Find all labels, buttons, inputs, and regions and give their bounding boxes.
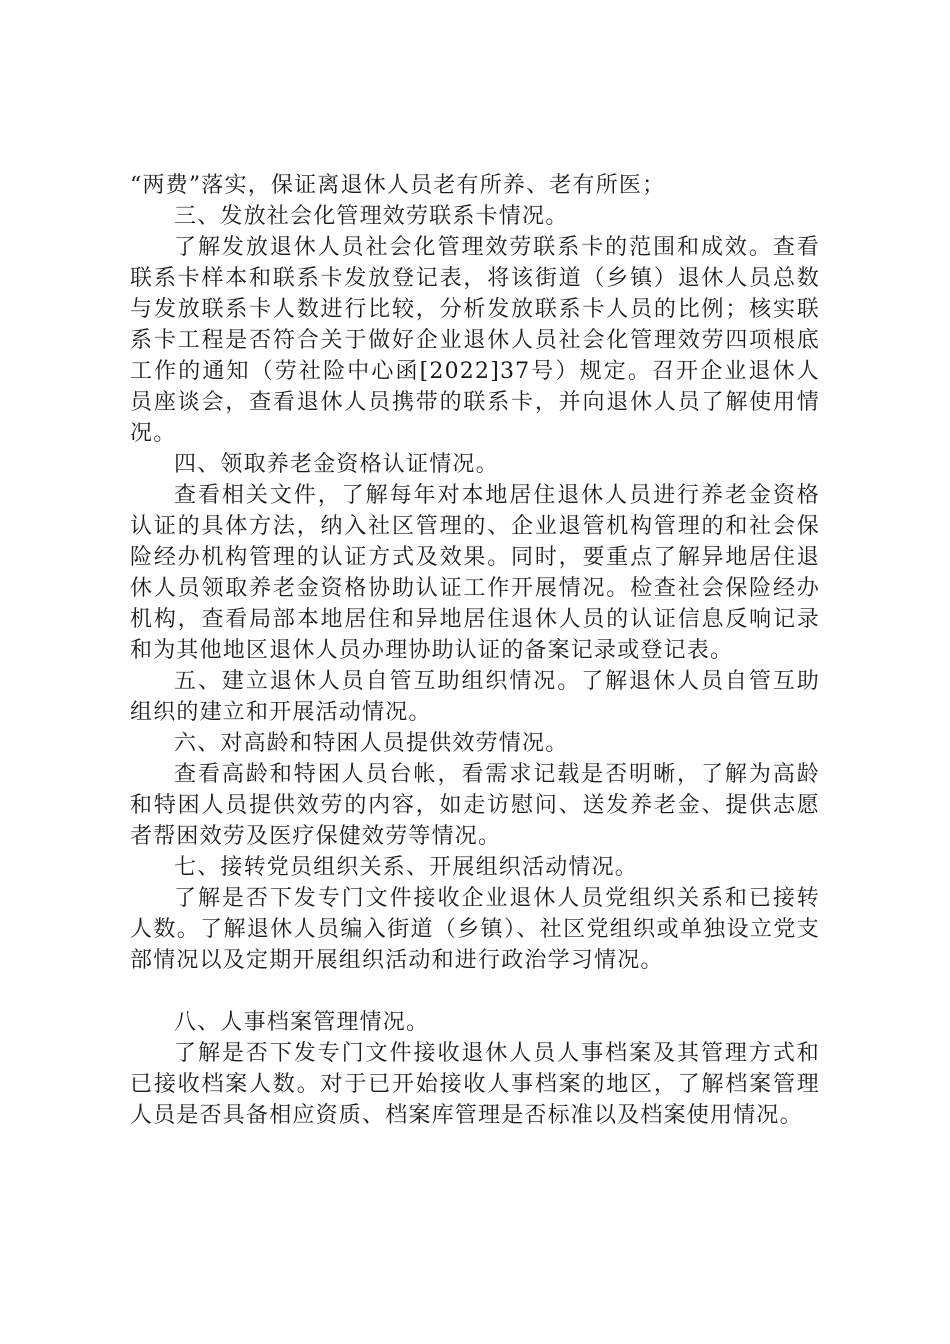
- paragraph: 了解是否下发专门文件接收企业退休人员党组织关系和已接转人数。了解退休人员编入街道（乡镇）、社区党组织或单独设立党支部情况以及定期开展组织活动和进行政治学习情况。: [130, 886, 820, 973]
- paragraph: 查看高龄和特困人员台帐，看需求记载是否明晰，了解为高龄和特困人员提供效劳的内容，如走访慰问、送发养老金、提供志愿者帮困效劳及医疗保健效劳等情况。: [130, 762, 820, 849]
- paragraph: 了解发放退休人员社会化管理效劳联系卡的范围和成效。查看联系卡样本和联系卡发放登记表，将该街道（乡镇）退休人员总数与发放联系卡人数进行比较，分析发放联系卡人员的比例；核实联系卡工程是否符合关于做好企业退休人员社会化管理效劳四项根底工作的通知（劳社险中心函[2022]37号）规定。召开企业退休人员座谈会，查看退休人员携带的联系卡，并向退休人员了解使用情况。: [130, 235, 820, 446]
- section-heading-8: 八、人事档案管理情况。: [174, 1010, 430, 1035]
- document-body: [130, 170, 820, 1131]
- section-heading-5: 五、建立退休人员自管互助组织情况。了解退休人员自管互助组织的建立和开展活动情况。: [130, 669, 820, 725]
- paragraph: 了解是否下发专门文件接收退休人员人事档案及其管理方式和已接收档案人数。对于已开始接收人事档案的地区，了解档案管理人员是否具备相应资质、档案库管理是否标准以及档案使用情况。: [130, 1041, 820, 1128]
- paragraph-continuation: “两费”落实，保证离退休人员老有所养、老有所医；: [130, 173, 666, 198]
- section-heading-4: 四、领取养老金资格认证情况。: [174, 452, 499, 477]
- section-heading-6: 六、对高龄和特困人员提供效劳情况。: [174, 731, 569, 756]
- section-heading-7: 七、接转党员组织关系、开展组织活动情况。: [174, 855, 639, 880]
- paragraph: 查看相关文件，了解每年对本地居住退休人员进行养老金资格认证的具体方法，纳入社区管理的、企业退管机构管理的和社会保险经办机构管理的认证方式及效果。同时，要重点了解异地居住退休人员领取养老金资格协助认证工作开展情况。检查社会保险经办机构，查看局部本地居住和异地居住退休人员的认证信息反响记录和为其他地区退休人员办理协助认证的备案记录或登记表。: [130, 483, 820, 663]
- section-heading-3: 三、发放社会化管理效劳联系卡情况。: [174, 204, 569, 229]
